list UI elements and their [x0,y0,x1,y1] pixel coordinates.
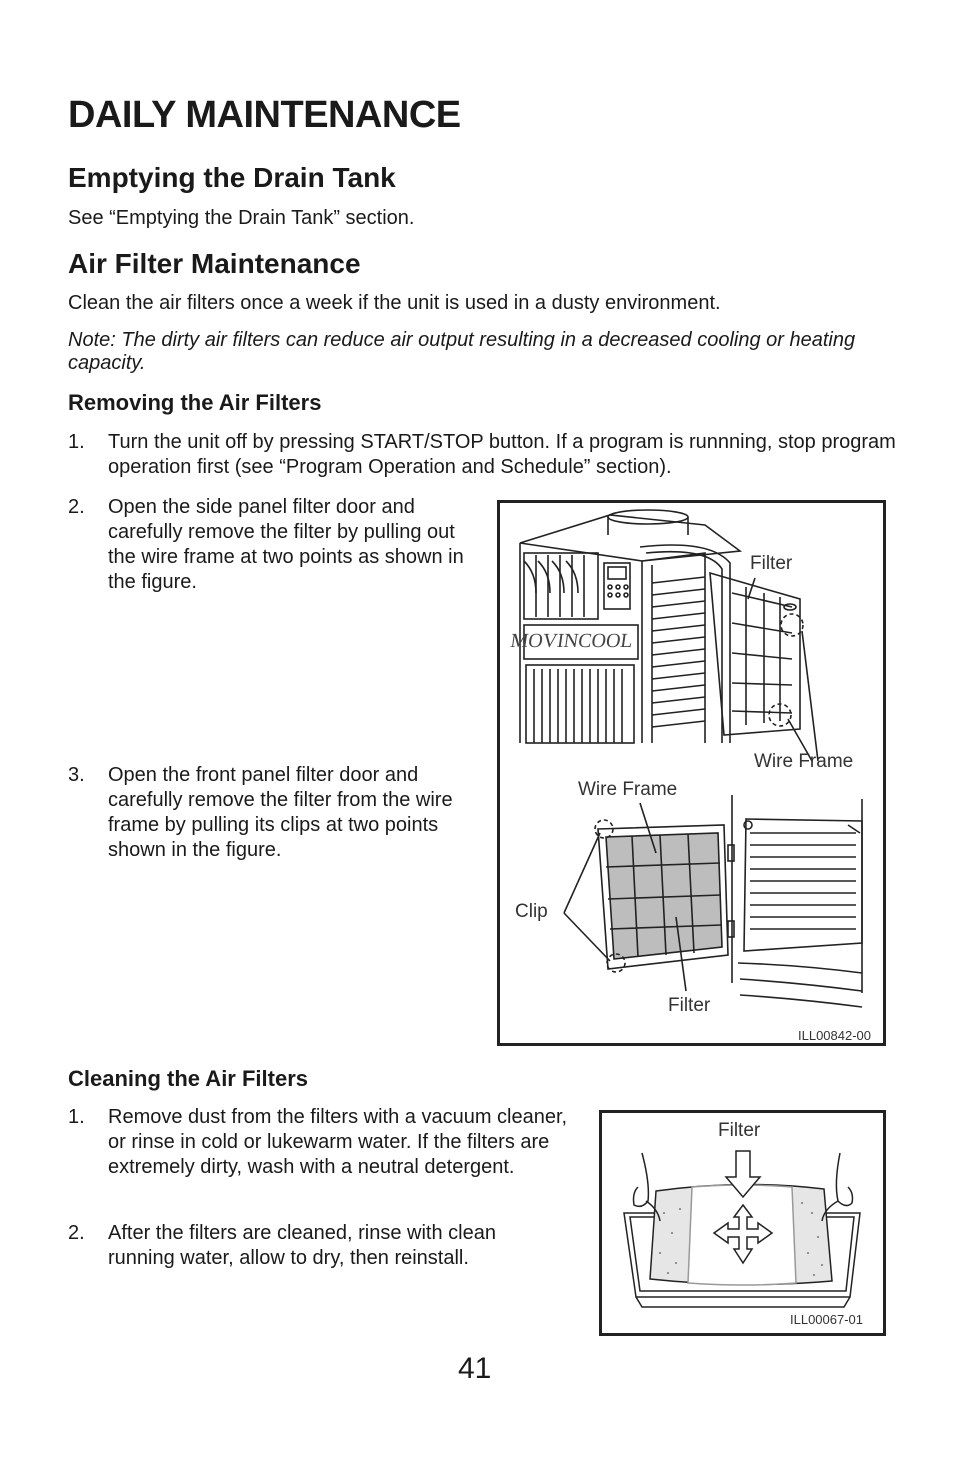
label-wire-frame-right: Wire Frame [754,751,854,772]
figure-code: ILL00067-01 [790,1312,864,1327]
brand-logo: MOVINCOOL [509,630,635,652]
step-text: After the filters are cleaned, rinse with clean running water, allow to dry, then reinstall. [108,1222,496,1269]
step-text: Open the front panel filter door and carefully remove the filter from the wire frame by pulling its clips at two points shown in the figure. [108,764,453,861]
unit-illustration [500,503,883,1043]
removing-step-3 [68,763,488,873]
removing-figure [497,500,886,1046]
step-number: 1. [68,1106,85,1128]
step-text: Open the side panel filter door and carefully remove the filter by pulling out the wire frame at two points as shown in the figure. [108,496,464,593]
air-filter-heading: Air Filter Maintenance [68,248,361,279]
removing-step-2 [68,495,488,605]
label-filter-bottom: Filter [668,995,711,1016]
drain-tank-text: See “Emptying the Drain Tank” section. [68,207,415,229]
label-wire-frame-left: Wire Frame [578,779,678,800]
cleaning-step-2 [68,1221,578,1273]
drain-tank-heading: Emptying the Drain Tank [68,162,396,193]
air-filter-text: Clean the air filters once a week if the unit is used in a dusty environment. [68,292,721,314]
page-title: DAILY MAINTENANCE [68,94,461,136]
step-text: Turn the unit off by pressing START/STOP button. If a program is runnning, stop program operation first (see “Program Operation and Schedule” section). [108,431,896,478]
page-number: 41 [458,1352,492,1385]
cleaning-step-1 [68,1105,578,1209]
step-number: 2. [68,496,85,518]
label-filter: Filter [718,1120,761,1141]
label-clip: Clip [515,901,548,922]
removing-heading: Removing the Air Filters [68,390,322,415]
step-number: 2. [68,1222,85,1244]
step-number: 1. [68,431,85,453]
cleaning-heading: Cleaning the Air Filters [68,1066,309,1091]
removing-step-1 [68,430,898,482]
washing-illustration [602,1113,883,1333]
air-filter-note: Note: The dirty air filters can reduce air output resulting in a decreased cooling or heating capacity. [68,329,856,374]
label-filter-top: Filter [750,553,793,574]
figure-code: ILL00842-00 [798,1028,872,1043]
step-number: 3. [68,764,85,786]
step-text: Remove dust from the filters with a vacuum cleaner, or rinse in cold or lukewarm water. If the filters are extremely dirty, wash with a neutral detergent. [108,1106,568,1178]
cleaning-figure [599,1110,886,1336]
